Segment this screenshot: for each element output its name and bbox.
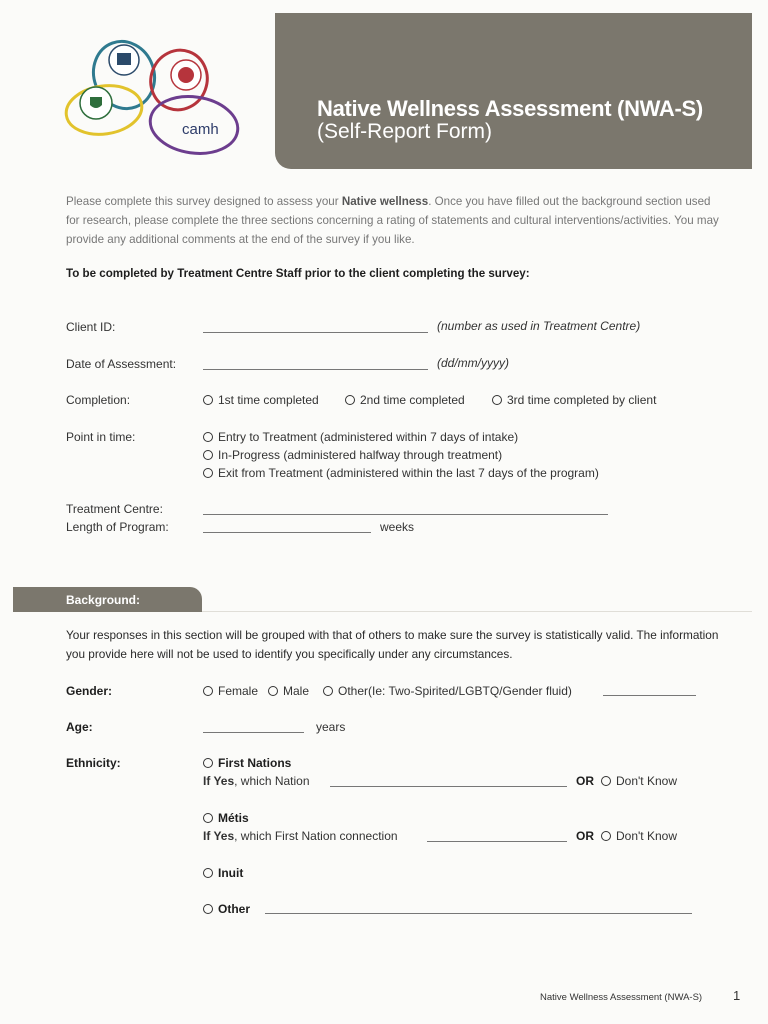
- camh-logo-text: camh: [182, 121, 219, 138]
- option-label: Don't Know: [616, 829, 677, 843]
- which-connection-text: , which First Nation connection: [234, 829, 398, 843]
- years-label: years: [316, 720, 346, 734]
- radio-icon: [601, 831, 611, 841]
- completion-option-3[interactable]: [492, 393, 656, 407]
- first-nations-which-label: [203, 774, 310, 788]
- which-nation-text: , which Nation: [234, 774, 310, 788]
- weeks-label: weeks: [380, 520, 415, 534]
- intro-text-2: . Once you have filled out the background section used for research, please complete the three sections concerning a rating of statements and cultural interventions/activities. You may provide any additional comments at the end of the survey if you like.: [66, 195, 719, 246]
- page-subtitle: (Self-Report Form): [317, 120, 493, 143]
- footer-text: Native Wellness Assessment (NWA-S): [540, 992, 703, 1003]
- radio-icon: [323, 686, 333, 696]
- treatment-centre-label: Treatment Centre:: [66, 502, 163, 516]
- age-field[interactable]: [203, 732, 304, 733]
- option-label: Other: [218, 902, 251, 916]
- option-label: Other(Ie: Two-Spirited/LGBTQ/Gender fluid): [338, 684, 572, 698]
- gender-other-field[interactable]: [603, 695, 696, 696]
- radio-icon: [203, 686, 213, 696]
- radio-icon: [203, 395, 213, 405]
- camh-logo: [64, 35, 244, 160]
- date-label: Date of Assessment:: [66, 357, 177, 371]
- ethnicity-first-nations[interactable]: [203, 756, 291, 770]
- completion-label: Completion:: [66, 393, 131, 407]
- or-label: OR: [576, 829, 594, 843]
- option-label: 3rd time completed by client: [507, 393, 657, 407]
- ethnicity-other[interactable]: [203, 902, 250, 916]
- if-yes-text: If Yes: [203, 774, 235, 788]
- age-label: Age:: [66, 720, 93, 734]
- option-label: Entry to Treatment (administered within 7 days of intake): [218, 430, 519, 444]
- gender-option-male[interactable]: [268, 684, 309, 698]
- point-in-time-label: Point in time:: [66, 430, 136, 444]
- staff-note: To be completed by Treatment Centre Staff prior to the client completing the survey:: [66, 267, 530, 280]
- client-id-hint: (number as used in Treatment Centre): [437, 319, 641, 333]
- client-id-label: Client ID:: [66, 320, 116, 334]
- radio-icon: [268, 686, 278, 696]
- option-label: Don't Know: [616, 774, 677, 788]
- logo-rings-icon: [64, 35, 244, 160]
- date-hint: (dd/mm/yyyy): [437, 356, 509, 370]
- ethnicity-inuit[interactable]: [203, 866, 243, 880]
- completion-option-2[interactable]: [345, 393, 465, 407]
- page-number: 1: [733, 988, 741, 1003]
- option-label: Female: [218, 684, 259, 698]
- option-label: 1st time completed: [218, 393, 319, 407]
- option-label: Male: [283, 684, 310, 698]
- gender-option-other[interactable]: [323, 684, 572, 698]
- completion-option-1[interactable]: [203, 393, 319, 407]
- date-field[interactable]: [203, 369, 428, 370]
- section-divider: [202, 611, 752, 612]
- radio-icon: [203, 432, 213, 442]
- option-label: Exit from Treatment (administered within the last 7 days of the program): [218, 466, 599, 480]
- length-of-program-label: Length of Program:: [66, 520, 169, 534]
- metis-connection-field[interactable]: [427, 841, 567, 842]
- ethnicity-metis[interactable]: [203, 811, 249, 825]
- radio-icon: [203, 468, 213, 478]
- intro-text-1: Please complete this survey designed to assess your: [66, 195, 342, 208]
- point-option-exit[interactable]: [203, 466, 599, 480]
- radio-icon: [203, 813, 213, 823]
- treatment-centre-field[interactable]: [203, 514, 608, 515]
- metis-dont-know[interactable]: [601, 829, 677, 843]
- radio-icon: [203, 758, 213, 768]
- radio-icon: [345, 395, 355, 405]
- radio-icon: [492, 395, 502, 405]
- radio-icon: [203, 868, 213, 878]
- option-label: First Nations: [218, 756, 292, 770]
- option-label: 2nd time completed: [360, 393, 465, 407]
- radio-icon: [601, 776, 611, 786]
- gender-label: Gender:: [66, 684, 113, 698]
- if-yes-text: If Yes: [203, 829, 235, 843]
- option-label: In-Progress (administered halfway through treatment): [218, 448, 503, 462]
- gender-option-female[interactable]: [203, 684, 258, 698]
- title-band: [275, 13, 752, 169]
- point-option-progress[interactable]: [203, 448, 502, 462]
- radio-icon: [203, 904, 213, 914]
- first-nations-dont-know[interactable]: [601, 774, 677, 788]
- option-label: Inuit: [218, 866, 244, 880]
- radio-icon: [203, 450, 213, 460]
- metis-which-label: [203, 829, 398, 843]
- background-section-tab: [13, 587, 202, 612]
- page-title: Native Wellness Assessment (NWA-S): [317, 96, 703, 121]
- first-nations-nation-field[interactable]: [330, 786, 567, 787]
- or-label: OR: [576, 774, 594, 788]
- client-id-field[interactable]: [203, 332, 428, 333]
- ethnicity-label: Ethnicity:: [66, 756, 121, 770]
- intro-bold: Native wellness: [341, 195, 429, 208]
- option-label: Métis: [218, 811, 249, 825]
- intro-paragraph: [66, 192, 726, 249]
- background-intro: Your responses in this section will be grouped with that of others to make sure the survey is statistically valid. The information you provide here will not be used to identify you specifically under any circumstances.: [66, 628, 719, 661]
- ethnicity-other-field[interactable]: [265, 913, 692, 914]
- point-option-entry[interactable]: [203, 430, 518, 444]
- length-of-program-field[interactable]: [203, 532, 371, 533]
- background-tab-label: Background:: [66, 593, 141, 607]
